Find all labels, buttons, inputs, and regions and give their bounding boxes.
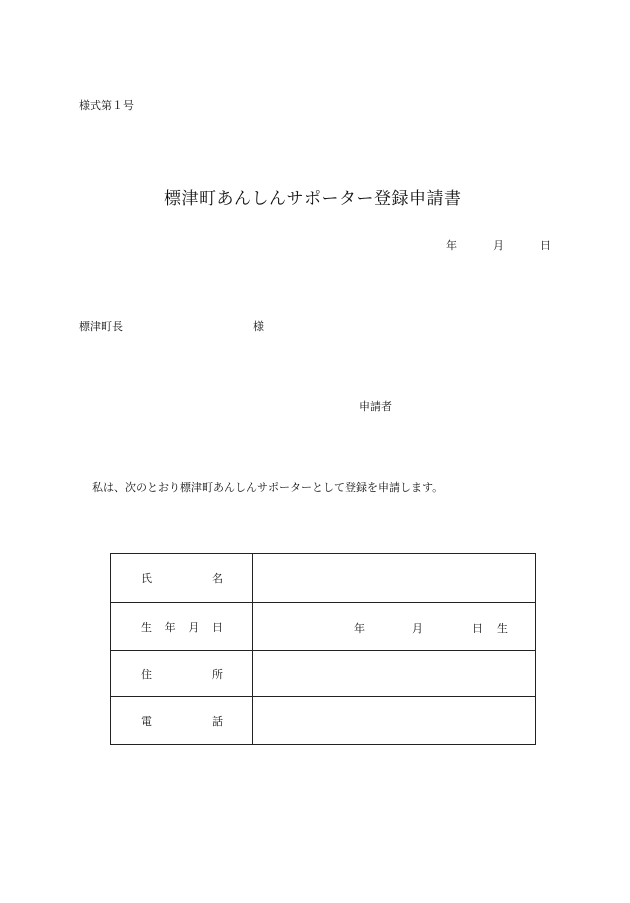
birthdate-value-field[interactable]	[253, 603, 536, 651]
birthdate-day-label: 日	[472, 622, 483, 635]
phone-label-char: 電	[141, 714, 152, 728]
date-month-label: 月	[493, 239, 504, 252]
birthdate-label-char: 年	[164, 620, 176, 634]
table-row-address	[111, 651, 536, 697]
applicant-label: 申請者	[359, 400, 392, 413]
address-label-char: 住	[141, 667, 152, 681]
date-year-label: 年	[446, 239, 457, 252]
name-label-cell	[111, 554, 253, 603]
name-label-char: 氏	[141, 572, 152, 585]
application-table	[110, 553, 536, 745]
table-row-name	[111, 554, 536, 603]
birthdate-label-char: 日	[211, 620, 223, 634]
address-label-char: 所	[212, 667, 223, 681]
name-label-char: 名	[212, 572, 223, 585]
form-number: 様式第１号	[79, 99, 134, 112]
intro-text: 私は、次のとおり標津町あんしんサポーターとして登録を申請します。	[92, 481, 444, 494]
document-title: 標津町あんしんサポーター登録申請書	[164, 189, 462, 209]
addressee-honorific: 様	[253, 320, 264, 333]
table-row-phone	[111, 697, 536, 745]
phone-value-field[interactable]	[253, 697, 536, 745]
birthdate-label-char: 生	[141, 620, 152, 634]
address-value-field[interactable]	[253, 651, 536, 697]
phone-label-char: 話	[212, 714, 223, 728]
address-label-cell	[111, 651, 253, 697]
birthdate-born-label: 生	[497, 622, 508, 635]
table-row-birthdate	[111, 603, 536, 651]
date-day-label: 日	[540, 239, 551, 252]
birthdate-year-label: 年	[354, 622, 365, 635]
birthdate-label-cell	[111, 603, 253, 651]
birthdate-month-label: 月	[412, 622, 423, 635]
birthdate-label-char: 月	[188, 620, 200, 634]
name-value-field[interactable]	[253, 554, 536, 603]
addressee-name: 標津町長	[79, 320, 123, 333]
phone-label-cell	[111, 697, 253, 745]
